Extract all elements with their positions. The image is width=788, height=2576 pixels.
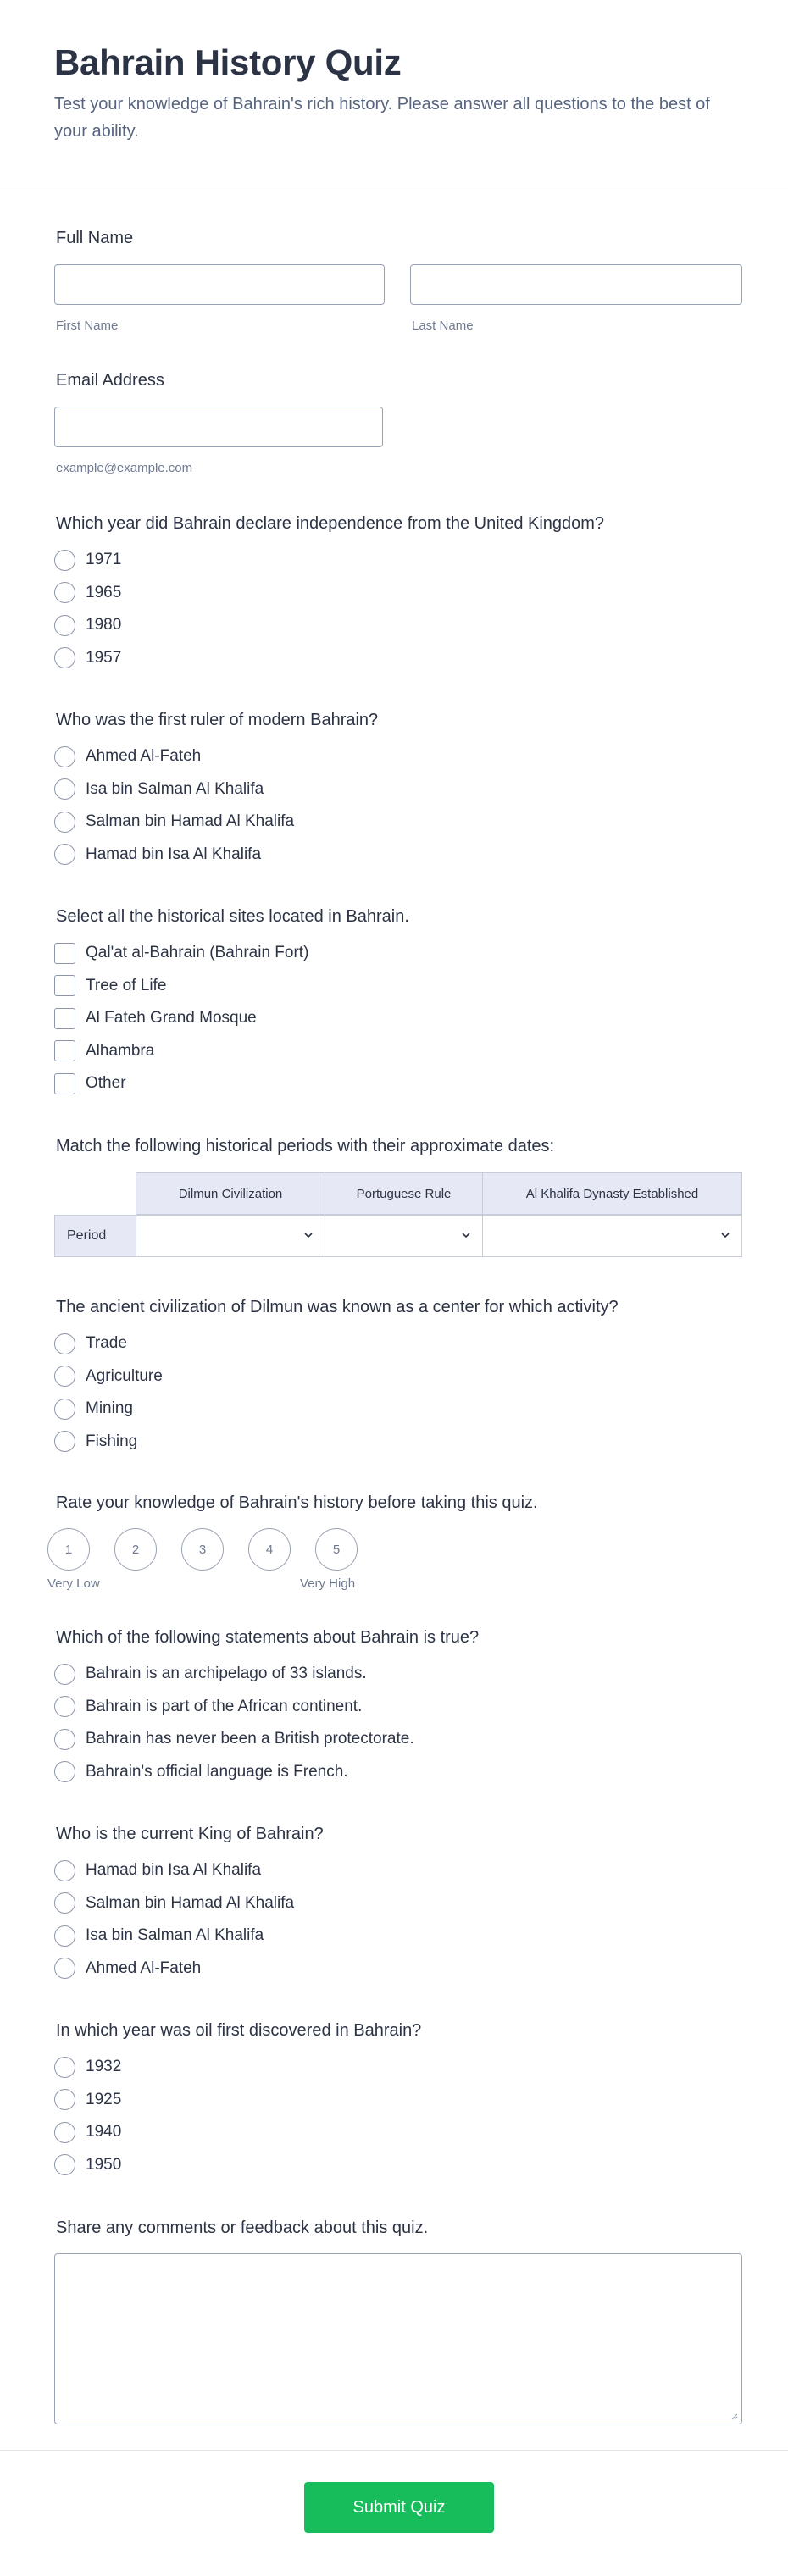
q7-option[interactable] — [54, 1756, 414, 1789]
q5-option[interactable] — [54, 1327, 163, 1360]
q1-options — [54, 544, 121, 674]
radio-button[interactable] — [54, 844, 75, 865]
q7-label: Which of the following statements about Bahrain is true? — [56, 1628, 480, 1647]
q1-option[interactable] — [54, 577, 121, 610]
q2-option[interactable] — [54, 806, 294, 839]
q3-options — [54, 937, 308, 1100]
q2-label: Who was the first ruler of modern Bahrain? — [56, 711, 379, 729]
q8-label: Who is the current King of Bahrain? — [56, 1825, 324, 1843]
radio-button[interactable] — [54, 1958, 75, 1979]
checkbox[interactable] — [54, 1008, 75, 1029]
matrix-select-dilmun[interactable] — [136, 1215, 325, 1257]
rating-option[interactable]: 2 — [114, 1528, 157, 1571]
resize-grip-icon[interactable] — [730, 2412, 738, 2420]
submit-button[interactable]: Submit Quiz — [304, 2482, 494, 2533]
radio-button[interactable] — [54, 2089, 75, 2110]
q3-label: Select all the historical sites located in Bahrain. — [56, 907, 409, 926]
q8-option[interactable] — [54, 1953, 294, 1986]
option-label: Fishing — [86, 1432, 138, 1450]
rating-low-label: Very Low — [47, 1576, 100, 1591]
q9-label: In which year was oil first discovered in Bahrain? — [56, 2021, 422, 2040]
matrix-label: Match the following historical periods with their approximate dates: — [56, 1137, 555, 1155]
radio-button[interactable] — [54, 1664, 75, 1685]
radio-button[interactable] — [54, 1399, 75, 1420]
q8-option[interactable] — [54, 1854, 294, 1887]
checkbox[interactable] — [54, 975, 75, 996]
option-label: Tree of Life — [86, 976, 167, 994]
q1-option[interactable] — [54, 544, 121, 577]
q7-option[interactable] — [54, 1691, 414, 1724]
form-header — [0, 0, 788, 186]
q3-option[interactable] — [54, 1067, 308, 1100]
option-label: Isa bin Salman Al Khalifa — [86, 1926, 264, 1945]
q8-options — [54, 1854, 294, 1985]
q5-option[interactable] — [54, 1426, 163, 1459]
radio-button[interactable] — [54, 1431, 75, 1452]
radio-button[interactable] — [54, 746, 75, 767]
q2-option[interactable] — [54, 740, 294, 773]
page-subtitle: Test your knowledge of Bahrain's rich history. Please answer all questions to the best of your ability. — [54, 95, 710, 141]
option-label: Hamad bin Isa Al Khalifa — [86, 1861, 262, 1880]
comments-textarea[interactable] — [54, 2253, 742, 2424]
option-label: Salman bin Hamad Al Khalifa — [86, 812, 295, 831]
email-field[interactable] — [54, 407, 383, 447]
q3-option[interactable] — [54, 937, 308, 970]
q2-options — [54, 740, 294, 871]
checkbox[interactable] — [54, 1040, 75, 1061]
q9-option[interactable] — [54, 2084, 121, 2117]
option-label: Mining — [86, 1399, 133, 1418]
first-name-sublabel: First Name — [56, 319, 119, 333]
email-sublabel: example@example.com — [56, 461, 193, 475]
checkbox[interactable] — [54, 1073, 75, 1094]
chevron-down-icon — [721, 1231, 730, 1239]
option-label: 1925 — [86, 2090, 122, 2108]
radio-button[interactable] — [54, 1860, 75, 1881]
matrix-select-portuguese[interactable] — [325, 1215, 483, 1257]
full-name-label: Full Name — [56, 229, 134, 247]
q2-option[interactable] — [54, 839, 294, 872]
option-label: Ahmed Al-Fateh — [86, 1958, 202, 1977]
option-label: Qal'at al-Bahrain (Bahrain Fort) — [86, 944, 309, 962]
first-name-input[interactable] — [54, 264, 385, 305]
radio-button[interactable] — [54, 778, 75, 800]
form-footer — [0, 2450, 788, 2576]
radio-button[interactable] — [54, 2057, 75, 2078]
q5-option[interactable] — [54, 1360, 163, 1393]
matrix-select-al-khalifa[interactable] — [482, 1215, 742, 1257]
radio-button[interactable] — [54, 1925, 75, 1947]
q2-option[interactable] — [54, 773, 294, 806]
rating-label: Rate your knowledge of Bahrain's history before taking this quiz. — [56, 1493, 538, 1512]
q9-option[interactable] — [54, 2051, 121, 2084]
chevron-down-icon — [462, 1231, 470, 1239]
last-name-sublabel: Last Name — [412, 319, 474, 333]
q3-option[interactable] — [54, 1035, 308, 1068]
matrix-table — [54, 1172, 742, 1259]
matrix-column-header: Dilmun Civilization — [136, 1172, 325, 1215]
rating-option[interactable]: 1 — [47, 1528, 90, 1571]
comments-label: Share any comments or feedback about this quiz. — [56, 2219, 429, 2237]
radio-button[interactable] — [54, 1892, 75, 1914]
radio-button[interactable] — [54, 1366, 75, 1387]
q5-options — [54, 1327, 163, 1458]
rating-option[interactable]: 5 — [315, 1528, 358, 1571]
radio-button[interactable] — [54, 550, 75, 571]
radio-button[interactable] — [54, 2154, 75, 2175]
q7-option[interactable] — [54, 1658, 414, 1691]
option-label: Other — [86, 1074, 126, 1093]
page-title: Bahrain History Quiz — [54, 42, 402, 82]
q8-option[interactable] — [54, 1887, 294, 1920]
option-label: Agriculture — [86, 1366, 163, 1385]
rating-option[interactable]: 4 — [248, 1528, 291, 1571]
option-label: 1957 — [86, 648, 122, 667]
option-label: 1932 — [86, 2058, 122, 2076]
q5-label: The ancient civilization of Dilmun was known as a center for which activity? — [56, 1298, 619, 1316]
q5-option[interactable] — [54, 1393, 163, 1426]
q1-option[interactable] — [54, 609, 121, 642]
radio-button[interactable] — [54, 1761, 75, 1782]
matrix-column-header: Al Khalifa Dynasty Established — [482, 1172, 742, 1215]
radio-button[interactable] — [54, 615, 75, 636]
option-label: 1940 — [86, 2123, 122, 2141]
option-label: 1971 — [86, 551, 122, 569]
q3-option[interactable] — [54, 970, 308, 1003]
option-label: Ahmed Al-Fateh — [86, 747, 202, 766]
checkbox[interactable] — [54, 943, 75, 964]
radio-button[interactable] — [54, 2122, 75, 2143]
radio-button[interactable] — [54, 582, 75, 603]
option-label: Hamad bin Isa Al Khalifa — [86, 845, 262, 863]
q3-option[interactable] — [54, 1002, 308, 1035]
email-label: Email Address — [56, 371, 164, 390]
option-label: Al Fateh Grand Mosque — [86, 1009, 257, 1028]
q9-options — [54, 2051, 121, 2181]
radio-button[interactable] — [54, 647, 75, 668]
radio-button[interactable] — [54, 812, 75, 833]
q7-option[interactable] — [54, 1723, 414, 1756]
option-label: Salman bin Hamad Al Khalifa — [86, 1893, 295, 1912]
option-label: Isa bin Salman Al Khalifa — [86, 779, 264, 798]
last-name-input[interactable] — [410, 264, 742, 305]
option-label: Bahrain has never been a British protectorate. — [86, 1730, 414, 1748]
option-label: Bahrain is an archipelago of 33 islands. — [86, 1665, 367, 1683]
option-label: 1965 — [86, 583, 122, 601]
radio-button[interactable] — [54, 1333, 75, 1354]
q8-option[interactable] — [54, 1920, 294, 1953]
option-label: Bahrain is part of the African continent. — [86, 1697, 363, 1715]
q9-option[interactable] — [54, 2149, 121, 2182]
radio-button[interactable] — [54, 1729, 75, 1750]
matrix-row-label: Period — [54, 1215, 136, 1257]
rating-high-label: Very High — [300, 1576, 356, 1591]
option-label: Trade — [86, 1334, 127, 1353]
q1-label: Which year did Bahrain declare independence from the United Kingdom? — [56, 514, 605, 533]
option-label: 1980 — [86, 616, 122, 634]
option-label: 1950 — [86, 2155, 122, 2174]
q9-option[interactable] — [54, 2116, 121, 2149]
option-label: Alhambra — [86, 1041, 155, 1060]
option-label: Bahrain's official language is French. — [86, 1762, 348, 1781]
q1-option[interactable] — [54, 642, 121, 675]
rating-option[interactable]: 3 — [181, 1528, 224, 1571]
matrix-column-header: Portuguese Rule — [325, 1172, 483, 1215]
chevron-down-icon — [304, 1231, 313, 1239]
radio-button[interactable] — [54, 1696, 75, 1717]
q7-options — [54, 1658, 414, 1788]
